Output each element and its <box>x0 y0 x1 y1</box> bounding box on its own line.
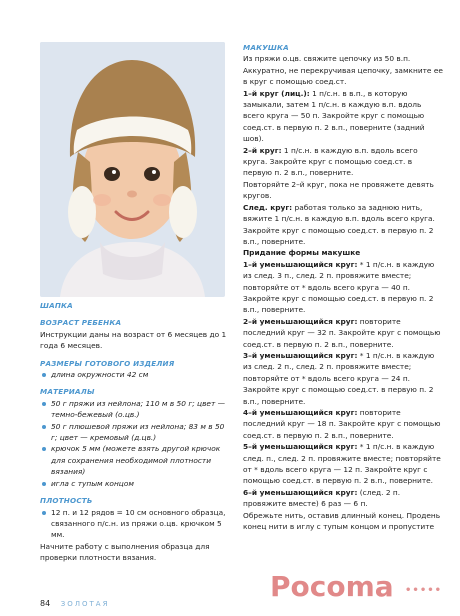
right-column <box>243 42 443 532</box>
gauge-item: 12 п. и 12 рядов = 10 см основного образца, связанного п/с.н. из пряжи о.цв. крючком 5 мм. <box>40 507 230 541</box>
materials-list <box>40 398 230 489</box>
instruction-label: След. круг: <box>243 202 293 212</box>
materials-heading: МАТЕРИАЛЫ <box>40 387 95 397</box>
material-item: 50 г плюшевой пряжи из нейлона; 83 м в 50 г; цвет — кремовый (д.цв.) <box>40 421 230 444</box>
instruction-paragraph <box>243 179 443 202</box>
instruction-paragraph <box>243 53 443 87</box>
instruction-label: 1–й круг (лиц.): <box>243 88 310 98</box>
age-text: Инструкции даны на возраст от 6 месяцев до 1 года 6 месяцев. <box>40 329 227 351</box>
size-item: длина окружности 42 см <box>40 369 230 380</box>
instruction-paragraph <box>243 316 443 350</box>
instruction-text: (след. 2 п. провяжите вместе) 6 раз — 6 п. <box>243 487 401 509</box>
watermark-text: Pocoma <box>270 570 394 603</box>
instruction-paragraph <box>243 88 443 145</box>
left-column <box>40 300 230 564</box>
instruction-paragraph <box>243 510 443 533</box>
gauge-note: Начните работу с выполнения образца для проверки плотности вязания. <box>40 541 210 563</box>
instruction-paragraph <box>243 145 443 179</box>
size-heading: РАЗМЕРЫ ГОТОВОГО ИЗДЕЛИЯ <box>40 358 175 368</box>
instruction-paragraph <box>243 350 443 407</box>
instruction-label: 4–й уменьшающийся круг: <box>243 408 358 417</box>
material-item: крючок 5 мм (можете взять другой крючок для сохранения необходимой плотности вязания) <box>40 443 230 477</box>
instruction-text: * 1 п/с.н. в каждую след. п., след. 2 п. провяжите вместе; повторяйте от * вдоль всего круга — 12 п. Закройте круг с помощью соед.ст. в первую п. 2 в.п., поверните. <box>243 442 441 486</box>
instruction-paragraph <box>243 487 443 510</box>
instruction-text: повторите последний круг — 18 п. Закройте круг с помощью соед.ст. в первую п. 2 в.п., поверните. <box>243 408 441 440</box>
material-item: 50 г пряжи из нейлона; 110 м в 50 г; цвет — темно-бежевый (о.цв.) <box>40 398 230 421</box>
instruction-text: повторите последний круг — 32 п. Закройте круг с помощью соед.ст. в первую п. 2 в.п., поверните. <box>243 316 441 349</box>
instruction-paragraph <box>243 202 443 248</box>
instruction-label: 1–й уменьшающийся круг: <box>243 259 358 269</box>
watermark-dots: ••••• <box>405 585 442 596</box>
instruction-label: 2–й уменьшающийся круг: <box>243 316 358 326</box>
instruction-text: работая только за заднюю нить, вяжите 1 п/с.н. в каждую в.п. вдоль всего круга. Закройте круг с помощью соед.ст. в первую п. 2 в.п., поверните. <box>243 202 435 246</box>
baby-photo <box>40 42 225 297</box>
gauge-list <box>40 507 230 541</box>
page-footer <box>40 599 109 608</box>
instruction-label: 2–й круг: <box>243 145 282 155</box>
instruction-paragraph <box>243 407 443 441</box>
instruction-text: * 1 п/с.н. в каждую из след. 3 п., след. 2 п. провяжите вместе; повторяйте от * вдоль всего круга — 40 п. Закройте круг с помощью соед.ст. в первую п. 2 в.п., поверните. <box>243 259 435 315</box>
instruction-text: Повторяйте 2–й круг, пока не провяжете девять кругов. <box>243 179 434 201</box>
instruction-label: 5–й уменьшающийся круг: <box>243 442 358 452</box>
instruction-text: 1 п/с.н. в в.п., в которую замыкали, затем 1 п/с.н. в каждую в.п. вдоль всего круга — 50 п. Закройте круг с помощью соед.ст. в первую п. 2 в.п., поверните (задний шов). <box>243 88 425 144</box>
size-list <box>40 369 230 380</box>
age-heading: ВОЗРАСТ РЕБЕНКА <box>40 318 122 328</box>
magazine-name: ЗОЛОТАЯ <box>60 600 110 608</box>
instruction-paragraph <box>243 247 443 258</box>
crown-heading: МАКУШКА <box>243 43 289 52</box>
page-number: 84 <box>40 599 51 608</box>
instruction-text: 1 п/с.н. в каждую в.п. вдоль всего круга. Закройте круг с помощью соед.ст. в первую п. 2 в.п., поверните. <box>243 145 418 178</box>
instruction-text: Из пряжи о.цв. свяжите цепочку из 50 в.п. Аккуратно, не перекручивая цепочку, замкните ее в круг с помощью соед.ст. <box>243 54 443 87</box>
baby-illustration <box>40 42 225 297</box>
instruction-text: Обрежьте нить, оставив длинный конец. Продень конец нити в иглу с тупым концом и пропустите <box>243 510 441 532</box>
watermark <box>270 570 450 610</box>
material-item: игла с тупым концом <box>40 478 230 489</box>
gauge-heading: ПЛОТНОСТЬ <box>40 496 93 506</box>
instruction-paragraph <box>243 259 443 316</box>
pattern-title: ШАПКА <box>40 301 73 310</box>
instruction-label: 6–й уменьшающийся круг: <box>243 487 358 497</box>
instruction-label: Придание формы макушке <box>243 248 361 258</box>
instruction-label: 3–й уменьшающийся круг: <box>243 350 358 360</box>
instruction-paragraph <box>243 441 443 487</box>
instruction-text: * 1 п/с.н. в каждую из след. 2 п., след. 2 п. провяжите вместе; повторяйте от * вдоль всего круга — 24 п. Закройте круг с помощью соед.ст. в первую п. 2 в.п., поверните. <box>243 350 435 406</box>
